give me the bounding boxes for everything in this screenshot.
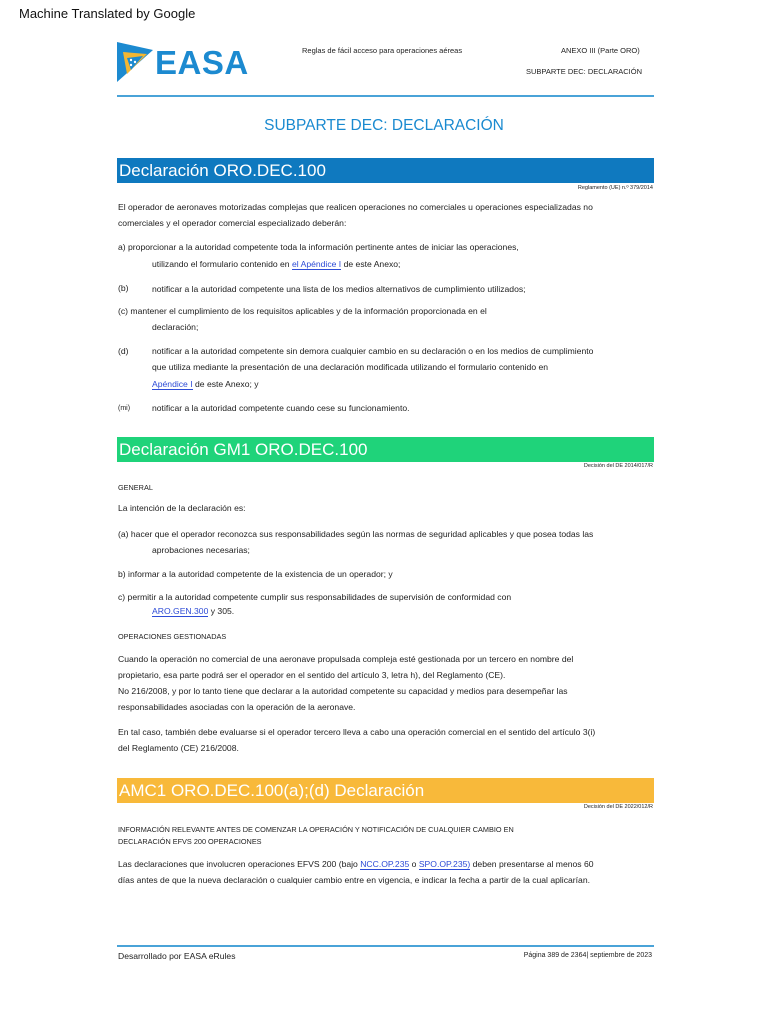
paragraph: del Reglamento (CE) 216/2008. [118,743,239,753]
list-item-c-cont: declaración; [152,322,199,332]
list-item-d-cont: que utiliza mediante la presentación de una declaración modificada utilizando el formulario contenido en [152,362,549,372]
paragraph: En tal caso, también debe evaluarse si el operador tercero lleva a cabo una operación comercial en el sentido del artículo 3(i) [118,727,596,737]
section-title-gm1-oro-dec-100: Declaración GM1 ORO.DEC.100 [117,437,654,462]
list-item-d-cont: Apéndice I de este Anexo; y [152,379,259,389]
decision-reference: Decisión del DE 2022/012/R [583,804,653,810]
header-annex: ANEXO III (Parte ORO) [561,46,640,55]
paragraph: Las declaraciones que involucren operaciones EFVS 200 (bajo NCC.OP.235 o SPO.OP.235) deben presentarse al menos 60 [118,859,594,869]
subheading-caps: DECLARACIÓN EFVS 200 OPERACIONES [118,837,262,846]
list-item-a: (a) hacer que el operador reconozca sus responsabilidades según las normas de seguridad aplicables y que posea todas las [118,529,594,539]
list-item-a: a) proporcionar a la autoridad competente toda la información pertinente antes de iniciar las operaciones, [118,242,519,252]
easa-logo-icon [117,42,155,82]
section-title-oro-dec-100: Declaración ORO.DEC.100 [117,158,654,183]
header-title: Reglas de fácil acceso para operaciones aéreas [302,46,463,55]
subpart-title: SUBPARTE DEC: DECLARACIÓN [264,117,504,134]
machine-translation-banner: Machine Translated by Google [19,6,196,21]
list-label-b: (b) [118,283,129,293]
regulation-reference: Reglamento (UE) n.º 379/2014 [577,185,653,191]
ncc-op-235-link[interactable]: NCC.OP.235 [360,859,410,869]
subheading-managed-operations: OPERACIONES GESTIONADAS [118,632,227,641]
decision-reference: Decisión del DE 2014/017/R [583,463,653,469]
appendix-i-link[interactable]: Apéndice I [152,379,193,389]
paragraph: La intención de la declaración es: [118,503,246,513]
header-rule [117,95,654,97]
paragraph: responsabilidades asociadas con la operación de la aeronave. [118,702,356,712]
logo-wordmark: EASA [155,44,249,81]
list-item-a-cont: utilizando el formulario contenido en el Apéndice I de este Anexo; [152,259,401,269]
list-item-c: c) permitir a la autoridad competente cumplir sus responsabilidades de supervisión de conformidad con [118,592,512,602]
paragraph: No 216/2008, y por lo tanto tiene que declarar a la autoridad competente su capacidad y medios para desempeñar las [118,686,568,696]
subheading-general: GENERAL [118,483,153,492]
subheading-caps: INFORMACIÓN RELEVANTE ANTES DE COMENZAR LA OPERACIÓN Y NOTIFICACIÓN DE CUALQUIER CAMBIO EN [118,825,514,834]
paragraph: Cuando la operación no comercial de una aeronave propulsada compleja esté gestionada por un tercero en nombre del [118,654,574,664]
footer-rule [117,945,654,947]
list-item-e: notificar a la autoridad competente cuando cese su funcionamiento. [152,403,410,413]
list-item-c-cont: ARO.GEN.300 y 305. [152,606,235,616]
section-title-amc1-oro-dec-100: AMC1 ORO.DEC.100(a);(d) Declaración [117,778,654,803]
spo-op-235-link[interactable]: SPO.OP.235) [418,859,471,869]
easa-logo [117,42,249,84]
appendix-i-link[interactable]: el Apéndice I [291,259,342,269]
list-label-d: (d) [118,346,129,356]
list-item-c: (c) mantener el cumplimiento de los requisitos aplicables y de la información proporcionada en el [118,306,487,316]
list-item-b: notificar a la autoridad competente una lista de los medios alternativos de cumplimiento utilizados; [152,284,526,294]
list-item-d: notificar a la autoridad competente sin demora cualquier cambio en su declaración o en los medios de cumplimiento [152,346,594,356]
aro-gen-300-link[interactable]: ARO.GEN.300 [152,606,209,616]
list-label-e: (mi) [118,405,131,412]
footer-page-number: Página 389 de 2364| septiembre de 2023 [523,952,652,959]
list-item-a-cont: aprobaciones necesarias; [152,545,250,555]
paragraph: El operador de aeronaves motorizadas complejas que realicen operaciones no comerciales u operaciones especializadas no [118,202,593,212]
paragraph: propietario, esa parte podrá ser el operador en el sentido del artículo 3, letra h), del Reglamento (CE). [118,670,506,680]
header-subpart: SUBPARTE DEC: DECLARACIÓN [526,67,642,76]
list-item-b: b) informar a la autoridad competente de la existencia de un operador; y [118,569,393,579]
paragraph: días antes de que la nueva declaración o cualquier cambio entre en vigencia, e indicar la fecha a partir de la cual aplicarían. [118,875,590,885]
paragraph: comerciales y el operador comercial especializado deberán: [118,218,347,228]
footer-credit: Desarrollado por EASA eRules [118,951,236,961]
